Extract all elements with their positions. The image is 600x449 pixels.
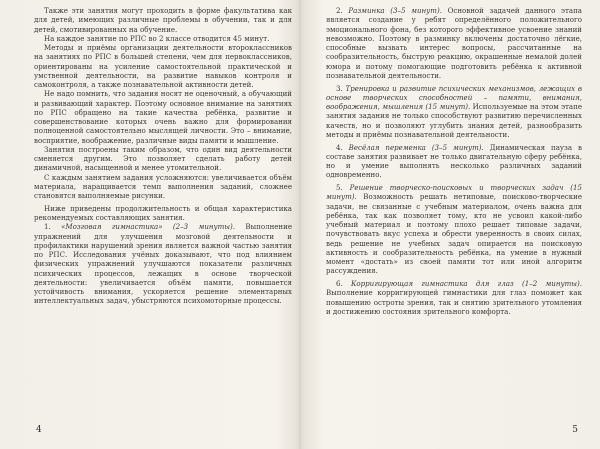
paragraph: Не надо помнить, что задания носят не оценочный, а обучающий и развивающий характер. Поэтому основное внимание на занятиях по РПС обращено на такие качества ребёнка, развитие и совершенствование которых очень важно для формирования полноценной самостоятельно мыслящей личности. Это – внимание, восприятие, воображение, различные виды памяти и мышление. <box>34 89 292 145</box>
paragraph: Методы и приёмы организации деятельности второклассников на занятиях по РПС в большей степени, чем для первоклассников, ориентированы на усиление самостоятельной практической и умственной деятельности, на развитие навыков контроля и самоконтроля, а также познавательной активности детей. <box>34 43 292 89</box>
paragraph-item-5: 5. Решение творческо-поисковых и творческих задач (15 минут). Возможность решать нетиповые, поисково-творческие задачи, не связанные с учебным материалом, очень важна для ребёнка, так как позволяет тому, кто не усвоил какой-либо учебный материал и поэтому плохо решает типовые задачи, почувствовать вкус успеха и обрести уверенность в своих силах, ведь решение не учебных задач опирается на поисковую активность и сообразительность ребёнка, на умение в нужный момент «достать» из своей памяти тот или иной алгоритм рассуждения. <box>326 183 582 276</box>
page-number: 4 <box>36 425 42 435</box>
paragraph-item-6: 6. Корригирующая гимнастика для глаз (1–2 минуты). Выполнение корригирующей гимнастики для глаз поможет как повышению остроты зрения, так и снятию зрительного утомления и достижению состояния зрительного комфорта. <box>326 279 582 316</box>
paragraph-item-4: 4. Весёлая переменка (3–5 минут). Динамическая пауза в составе занятия развивает не только двигательную сферу ребёнка, но и умение выполнять несколько различных заданий одновременно. <box>326 142 583 180</box>
right-page-text <box>326 6 582 316</box>
paragraph-item-2: 2. Разминка (3–5 минут). Основной задачей данного этапа является создание у ребят определённого положительного эмоционального фона, без которого эффективное усвоение знаний невозможно. Поэтому в разминку включены достаточно лёгкие, способные вызвать интерес вопросы, рассчитанные на сообразительность, быструю реакцию, окрашенные немалой долей юмора и потому помогающие подготовить ребёнка к активной познавательной деятельности. <box>326 6 582 80</box>
paragraph: Занятия построены таким образом, что один вид деятельности сменяется другим. Это позволяет сделать работу детей динамичной, насыщенной и менее утомительной. <box>34 144 292 173</box>
left-page <box>34 6 292 443</box>
right-page <box>326 6 582 443</box>
paragraph-item-3: 3. Тренировка и развитие психических механизмов, лежащих в основе творческих способностей – памяти, внимания, воображения, мышления (15 минут). Используемые на этом этапе занятия задания не только способствуют развитию перечисленных качеств, но и позволяют углубить знания детей, разнообразить методы и приёмы познавательной деятельности. <box>326 83 582 139</box>
paragraph-item-1: 1. «Мозговая гимнастика» (2–3 минуты). Выполнение упражнений для улучшения мозговой деятельности и профилактики нарушений зрения является важной частью занятия по РПС. Исследования учёных доказывают, что под влиянием физических упражнений улучшаются показатели различных психических процессов, лежащих в основе творческой деятельности: увеличивается объём памяти, повышается устойчивость внимания, ускоряется решение элементарных интеллектуальных задач, убыстряются психомоторные процессы. <box>34 222 292 306</box>
paragraph: Также эти занятия могут проходить в форме факультатива как для детей, имеющих различные проблемы в обучении, так и для детей, смотивированных на обучение. <box>34 6 292 34</box>
left-page-text <box>34 6 292 306</box>
paragraph: На каждое занятие по РПС во 2 классе отводится 45 минут. <box>44 33 270 43</box>
page-number: 5 <box>572 425 578 435</box>
paragraph: Ниже приведены продолжительность и общая характеристика рекомендуемых составляющих занятия. <box>34 203 292 222</box>
paragraph: С каждым занятием задания усложняются: увеличивается объём материала, наращивается темп выполнения заданий, сложнее становятся выполняемые рисунки. <box>34 172 292 200</box>
